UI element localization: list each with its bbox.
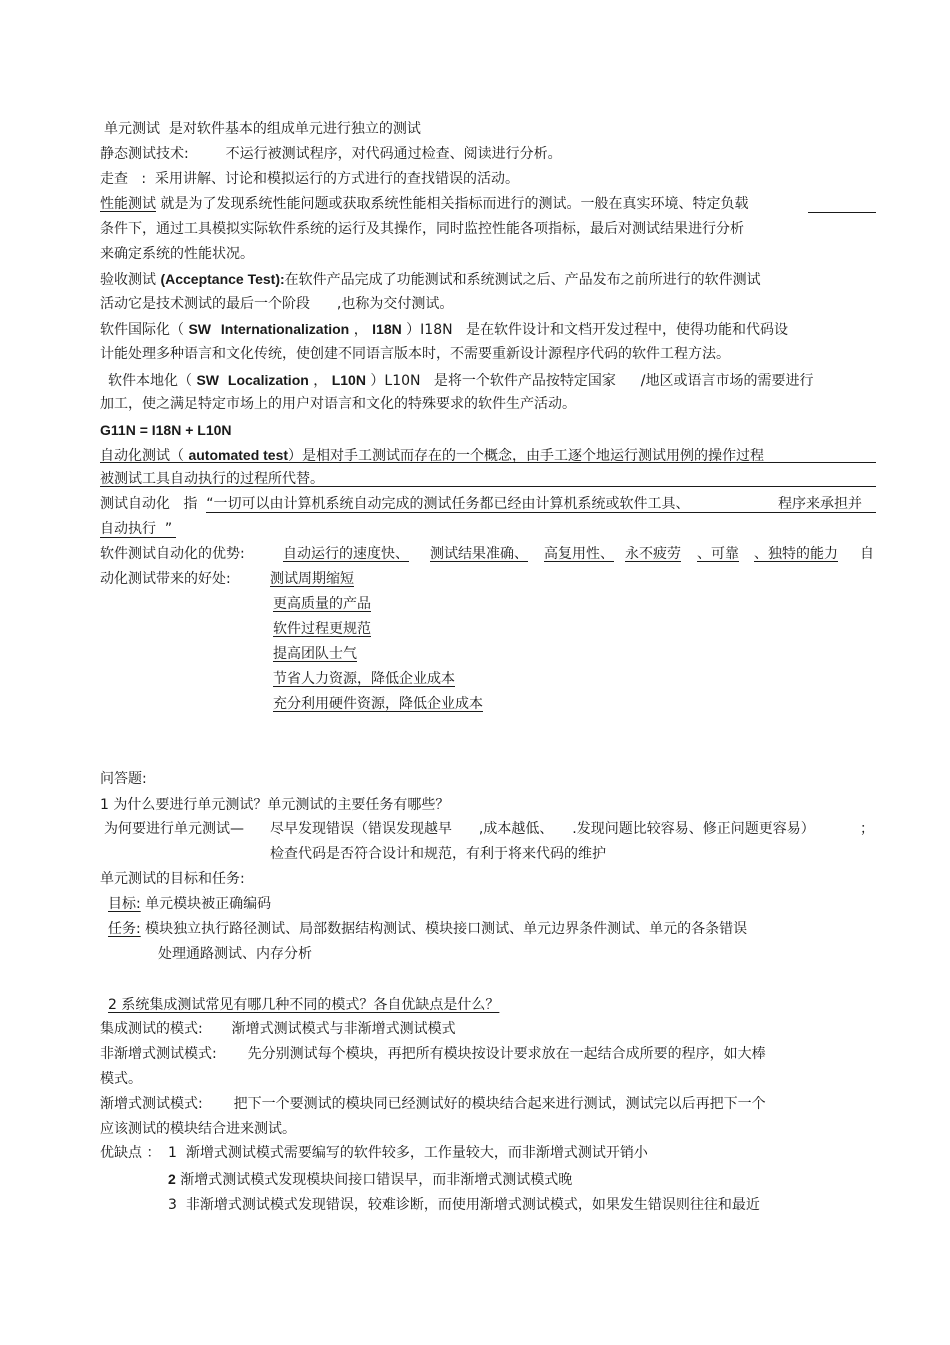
l10n-def-line2: 加工，使之满足特定市场上的用户对语言和文化的特殊要求的软件生产活动。 xyxy=(100,396,576,412)
term: 自动化测试（ xyxy=(100,448,184,464)
q2-pro-item: 1 渐增式测试模式需要编写的软件较多，工作量较大，而非渐增式测试开销小 xyxy=(168,1145,648,1161)
underline-rule xyxy=(100,462,876,463)
definition: 采用讲解、讨论和模拟运行的方式进行的查找错误的活动。 xyxy=(154,171,519,187)
acceptance-def-line1: 验收测试 (Acceptance Test):在软件产品完成了功能测试和系统测试之后、产品发布之前所进行的软件测试 xyxy=(100,271,761,288)
q2-pros-label: 优缺点 ： xyxy=(100,1145,161,1161)
static-test-def xyxy=(100,145,562,163)
term: 软件国际化（ xyxy=(100,322,184,338)
benefits-label: 动化测试带来的好处: xyxy=(100,571,231,587)
q1-task-line2: 处理通路测试、内存分析 xyxy=(158,946,312,962)
advantage-item: 永不疲劳 xyxy=(625,546,681,562)
advantage-item: 、独特的能力 xyxy=(754,546,838,562)
q2-incr: 渐增式测试模式: 把下一个要测试的模块同已经测试好的模块结合起来进行测试，测试完以后再把下一个 xyxy=(100,1096,766,1112)
blank-line xyxy=(808,212,876,213)
perf-def-line2: 条件下，通过工具模拟实际软件系统的运行及其操作，同时监控性能各项指标，最后对测试结果进行分析 xyxy=(100,221,744,237)
term: 单元测试 xyxy=(104,121,160,137)
i18n-def-line1: 软件国际化（ SW Internationalization ， I18N ）I18N 是在软件设计和文档开发过程中，使得功能和代码设 xyxy=(100,321,788,338)
q1-why-line2: 检查代码是否符合设计和规范，有利于将来代码的维护 xyxy=(270,846,606,862)
definition: 不运行被测试程序，对代码通过检查、阅读进行分析。 xyxy=(225,146,562,162)
q2-pro-item: 3 非渐增式测试模式发现错误，较难诊断，而使用渐增式测试模式，如果发生错误则往往和最近 xyxy=(168,1197,760,1213)
benefit-item: 更高质量的产品 xyxy=(273,596,371,612)
q2-nonincr: 非渐增式测试模式: 先分别测试每个模块，再把所有模块按设计要求放在一起结合成所要的程序，如大棒 xyxy=(100,1046,766,1062)
benefit-item: 充分利用硬件资源，降低企业成本 xyxy=(273,696,483,712)
auto-test-def-line2: 被测试工具自动执行的过程所代替。 xyxy=(100,471,324,487)
q1-goal-heading: 单元测试的目标和任务: xyxy=(100,871,245,887)
l10n-def-line1: 软件本地化（ SW Localization ， L10N ）L10N 是将一个软件产品按特定国家 /地区或语言市场的需要进行 xyxy=(108,372,814,389)
benefit-item: 节省人力资源，降低企业成本 xyxy=(273,671,455,687)
advantages-label: 软件测试自动化的优势: xyxy=(100,546,245,562)
benefit-item: 测试周期缩短 xyxy=(270,571,354,587)
q1-task: 任务: 模块独立执行路径测试、局部数据结构测试、模块接口测试、单元边界条件测试、单元的各条错误 xyxy=(108,921,748,937)
g11n-formula: G11N = I18N + L10N xyxy=(100,422,232,438)
automation-def-line1: 测试自动化 指 “一切可以由计算机系统自动完成的测试任务都已经由计算机系统或软件工具、 xyxy=(100,496,690,512)
advantage-item: 测试结果准确、 xyxy=(430,546,528,562)
benefit-item: 软件过程更规范 xyxy=(273,621,371,637)
q1-semicolon: ； xyxy=(860,821,874,837)
perf-def-line3: 来确定系统的性能状况。 xyxy=(100,246,254,262)
unit-test-def xyxy=(104,120,421,138)
advantage-item: 、可靠 xyxy=(697,546,739,562)
q2-pro-item: 2 渐增式测试模式发现模块间接口错误早，而非渐增式测试模式晚 xyxy=(168,1171,573,1188)
underline-rule xyxy=(100,537,176,538)
qa-title: 问答题: xyxy=(100,771,147,787)
question-2: 2 系统集成测试常见有哪几种不同的模式？各自优缺点是什么？ xyxy=(108,997,500,1013)
automation-def-line1b: 程序来承担并 xyxy=(778,496,862,512)
q1-why-line1: 为何要进行单元测试— xyxy=(104,821,244,837)
term: 测试自动化 xyxy=(100,496,170,512)
q1-why-text: 尽早发现错误（错误发现越早 ,成本越低、 .发现问题比较容易、修正问题更容易） xyxy=(270,821,815,837)
q2-incr-line2: 应该测试的模块结合进来测试。 xyxy=(100,1121,296,1137)
underline-rule xyxy=(206,512,876,513)
underline-rule xyxy=(100,486,876,487)
term: 性能测试 xyxy=(100,196,156,212)
automation-def-line2: 自动执行 ” xyxy=(100,521,173,537)
q1-goal: 目标: 单元模块被正确编码 xyxy=(108,896,272,912)
term: 软件本地化（ xyxy=(108,373,192,389)
advantage-item: 自动运行的速度快、 xyxy=(283,546,409,562)
q2-modes: 集成测试的模式: 渐增式测试模式与非渐增式测试模式 xyxy=(100,1021,456,1037)
walkthrough-def: 走查 : 采用讲解、讨论和模拟运行的方式进行的查找错误的活动。 xyxy=(100,171,519,187)
term: 静态测试技术: xyxy=(100,146,189,162)
q2-nonincr-line2: 模式。 xyxy=(100,1071,142,1087)
question-1: 1 为什么要进行单元测试？单元测试的主要任务有哪些？ xyxy=(100,797,450,813)
acceptance-def-line2: 活动它是技术测试的最后一个阶段 ,也称为交付测试。 xyxy=(100,296,454,312)
auto-test-def-line1: 自动化测试（ automated test）是相对手工测试而存在的一个概念，由手工逐个地运行测试用例的操作过程 xyxy=(100,447,765,464)
i18n-def-line2: 计能处理多种语言和文化传统，使创建不同语言版本时，不需要重新设计源程序代码的软件工程方法。 xyxy=(100,346,730,362)
definition: 是对软件基本的组成单元进行独立的测试 xyxy=(168,121,421,137)
benefit-item: 提高团队士气 xyxy=(273,646,357,662)
perf-def-line1: 性能测试 就是为了发现系统性能问题或获取系统性能相关指标而进行的测试。一般在真实环境、特定负载 xyxy=(100,196,749,212)
advantage-item: 高复用性、 xyxy=(544,546,614,562)
term: 验收测试 xyxy=(100,272,156,288)
term: 走查 xyxy=(100,171,128,187)
advantages-tail: 自 xyxy=(860,546,874,562)
